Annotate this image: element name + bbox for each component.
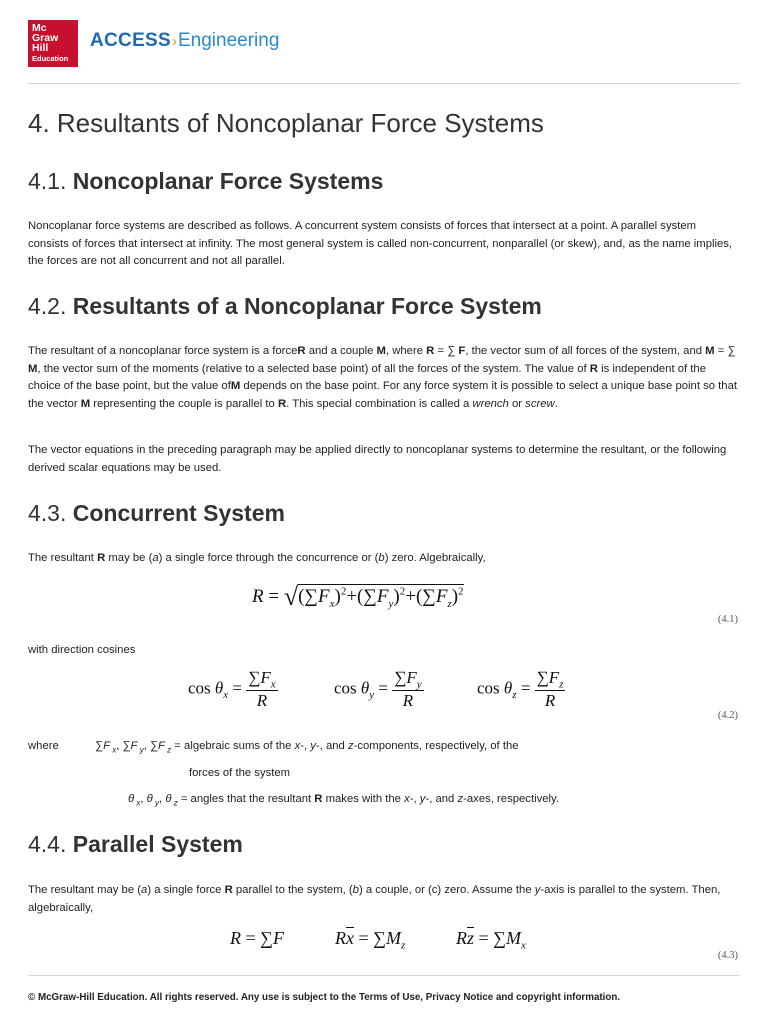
where-definition: forces of the system [189,767,291,779]
paragraph: The resultant of a noncoplanar force system is a forceR and a couple M, where R = ∑ F, the vector sum of all forces of the system, and M = ∑ M, the vector sum of the moments (relative to a selected base point) of all the forces of the system. The value of R is independent of the choice of the base point, but the value ofM depends on the base point. For any force system it is possible to select a unique base point so that the vector M representing the couple is parallel to R. This special combination is called a wrench or screw. [28,345,738,410]
equation-4-2: $\cos \theta_y$ = $\frac{\sum F_y}{R}$ [334,668,422,711]
equation-number: (4.3) [717,950,738,961]
logo-line: Hill [32,42,49,54]
paragraph: The resultant may be (a) a single force R parallel to the system, (b) a couple, or (c) zero. Assume the y-axis is parallel to the system. Then, algebraically, [28,884,721,914]
section-title: Concurrent System [72,500,285,526]
section-number: 4.4. [28,831,67,857]
section-title: Noncoplanar Force Systems [72,168,384,194]
section-title: Resultants of a Noncoplanar Force System [72,293,542,319]
page-title: 4. Resultants of Noncoplanar Force Systems [28,108,544,138]
logo-line: Mc [32,22,47,34]
footer-divider [28,975,740,976]
section-number: 4.2. [28,293,67,319]
brand-engineering: Engineering [177,30,280,51]
paragraph: Noncoplanar force systems are described as follows. A concurrent system consists of forces that intersect at a point. A parallel system consists of forces that intersect at infinity. The most general system is called non-concurrent, nonparallel (or skew), and, as the name implies, the forces are not all concurrent and not all parallel. [28,220,733,267]
equation-4-3: $R\overline{x} = \sum M_z$ [335,928,406,952]
equation-4-3: $R\overline{z} = \sum M_x$ [456,928,526,952]
paragraph: The resultant R may be (a) a single force through the concurrence or (b) zero. Algebraically, [28,552,486,564]
header-divider [28,83,740,84]
section-number: 4.1. [28,168,67,194]
where-definition: ∑F $_x$, ∑F $_y$, ∑F $_z$ = algebraic sums of the x-, y-, and z-components, respectively, of the [95,740,519,755]
section-title: Parallel System [72,831,243,857]
logo-line: Graw [32,32,59,44]
equation-number: (4.1) [717,614,738,625]
brand-access: ACCESS [90,30,171,51]
brand-arrow-icon: › [171,33,177,50]
copyright-footer: © McGraw-Hill Education. All rights reserved. Any use is subject to the Terms of Use, Privacy Notice and copyright information. [28,992,621,1003]
section-heading-4-1 [28,168,383,195]
mcgraw-hill-logo [28,20,78,67]
equation-number: (4.2) [717,710,738,721]
logo-line: Education [32,54,69,63]
equation-4-3: R = ∑F [230,928,284,948]
section-number: 4.3. [28,500,67,526]
access-engineering-logo [90,30,279,52]
where-definition: θ $_x$, θ $_y$, θ $_z$ = angles that the resultant R makes with the x-, y-, and z-axes, respectively. [128,793,559,808]
section-heading-4-4 [28,831,243,858]
paragraph: with direction cosines [28,644,136,656]
section-heading-4-2 [28,293,542,320]
where-label: where [28,740,59,752]
paragraph: The vector equations in the preceding paragraph may be applied directly to noncoplanar systems to determine the resultant, or the following derived scalar equations may be used. [28,444,727,474]
section-heading-4-3 [28,500,285,527]
equation-4-2: $\cos \theta_z$ = $\frac{\sum F_z}{R}$ [477,668,564,711]
equation-4-1: $R = √(\sum F_x)^2+(\sum F_y)^2+(\sum F_z)^2$ [252,582,464,611]
equation-4-2: $\cos \theta_x$ = $\frac{\sum F_x}{R}$ [188,668,276,711]
